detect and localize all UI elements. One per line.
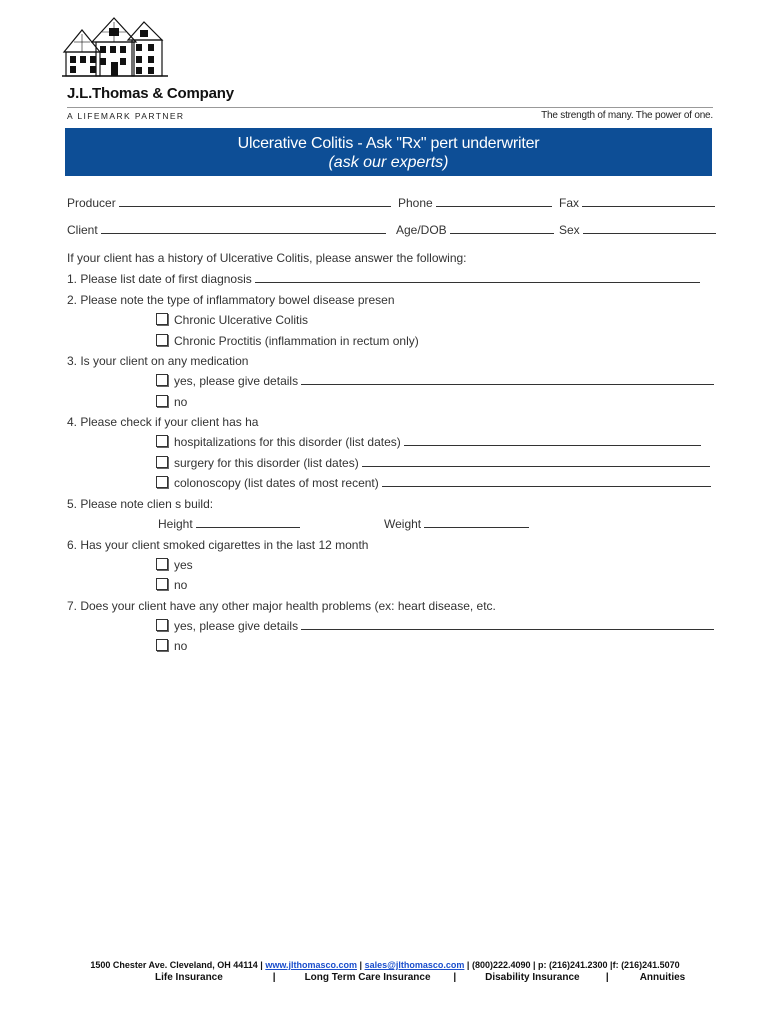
partner-label: A LIFEMARK PARTNER <box>67 111 185 121</box>
weight-label: Weight <box>384 517 422 531</box>
checkbox[interactable] <box>156 456 168 468</box>
checkbox[interactable] <box>156 313 168 325</box>
q2-option-2-label: Chronic Proctitis (inflammation in rectum only) <box>174 334 419 348</box>
footer-contact <box>0 960 770 970</box>
q4-option-2-label: surgery for this disorder (list dates) <box>174 456 359 470</box>
product-separator: | <box>453 972 457 983</box>
q7-option-no-label: no <box>174 639 188 653</box>
question-5: 5. Please note clien s build: <box>67 497 214 511</box>
weight-row <box>384 517 529 531</box>
question-1 <box>67 272 700 286</box>
question-1-label: 1. Please list date of first diagnosis <box>67 272 252 286</box>
colonoscopy-dates-field[interactable] <box>382 476 711 487</box>
q4-option-3-label: colonoscopy (list dates of most recent) <box>174 476 379 490</box>
q4-option-hospitalizations[interactable] <box>156 435 701 449</box>
age-dob-label: Age/DOB <box>396 223 447 237</box>
checkbox[interactable] <box>156 395 168 407</box>
weight-field[interactable] <box>424 517 529 528</box>
q6-option-no[interactable] <box>156 578 187 592</box>
title-banner <box>65 128 712 176</box>
q6-option-no-label: no <box>174 578 188 592</box>
product-long-term-care: Long Term Care Insurance <box>304 972 431 983</box>
footer-separator: | <box>359 960 363 970</box>
question-6: 6. Has your client smoked cigarettes in the last 12 month <box>67 538 369 552</box>
product-separator: | <box>272 972 276 983</box>
banner-title: Ulcerative Colitis - Ask "Rx" pert underwriter <box>237 135 540 152</box>
footer-phone-numbers: | (800)222.4090 | p: (216)241.2300 |f: (216)241.5070 <box>466 960 680 970</box>
client-label: Client <box>67 223 98 237</box>
sex-field[interactable] <box>583 223 716 234</box>
q7-option-yes-label: yes, please give details <box>174 619 299 633</box>
height-field[interactable] <box>196 517 300 528</box>
checkbox[interactable] <box>156 374 168 386</box>
q3-option-no[interactable] <box>156 395 187 409</box>
footer-products <box>155 972 685 983</box>
health-problems-details-field[interactable] <box>301 619 714 630</box>
phone-row <box>398 196 552 210</box>
height-label: Height <box>158 517 193 531</box>
website-link[interactable]: www.jlthomasco.com <box>265 960 358 970</box>
diagnosis-date-field[interactable] <box>255 272 700 283</box>
fax-row <box>559 196 715 210</box>
q6-option-yes-label: yes <box>174 558 193 572</box>
checkbox[interactable] <box>156 639 168 651</box>
footer-address: 1500 Chester Ave. Cleveland, OH 44114 | <box>90 960 263 970</box>
q7-option-yes[interactable] <box>156 619 714 633</box>
checkbox[interactable] <box>156 619 168 631</box>
height-row <box>158 517 300 531</box>
q4-option-1-label: hospitalizations for this disorder (list dates) <box>174 435 401 449</box>
q6-option-yes[interactable] <box>156 558 193 572</box>
phone-label: Phone <box>398 196 433 210</box>
medication-details-field[interactable] <box>301 374 714 385</box>
q2-option-proctitis[interactable] <box>156 334 419 348</box>
house-building-logo <box>62 12 170 78</box>
product-disability-insurance: Disability Insurance <box>485 972 580 983</box>
sex-row <box>559 223 716 237</box>
q4-option-colonoscopy[interactable] <box>156 476 711 490</box>
client-field[interactable] <box>101 223 386 234</box>
producer-label: Producer <box>67 196 116 210</box>
email-link[interactable]: sales@jlthomasco.com <box>364 960 465 970</box>
product-life-insurance: Life Insurance <box>155 972 223 983</box>
producer-field[interactable] <box>119 196 391 207</box>
age-dob-row <box>396 223 554 237</box>
question-7: 7. Does your client have any other major health problems (ex: heart disease, etc. <box>67 599 496 613</box>
question-3: 3. Is your client on any medication <box>67 354 249 368</box>
q3-option-yes[interactable] <box>156 374 714 388</box>
q7-option-no[interactable] <box>156 639 187 653</box>
header-divider <box>67 107 713 108</box>
q3-option-no-label: no <box>174 395 188 409</box>
hospitalization-dates-field[interactable] <box>404 435 701 446</box>
q2-option-1-label: Chronic Ulcerative Colitis <box>174 313 309 327</box>
checkbox[interactable] <box>156 435 168 447</box>
company-name: J.L.Thomas & Company <box>67 85 234 102</box>
surgery-dates-field[interactable] <box>362 456 710 467</box>
question-4: 4. Please check if your client has ha <box>67 415 259 429</box>
q3-option-yes-label: yes, please give details <box>174 374 299 388</box>
checkbox[interactable] <box>156 558 168 570</box>
q4-option-surgery[interactable] <box>156 456 710 470</box>
checkbox[interactable] <box>156 334 168 346</box>
banner-subtitle-text: (ask our experts) <box>328 154 449 171</box>
product-annuities: Annuities <box>639 972 686 983</box>
phone-field[interactable] <box>436 196 552 207</box>
fax-field[interactable] <box>582 196 715 207</box>
checkbox[interactable] <box>156 476 168 488</box>
question-2: 2. Please note the type of inflammatory bowel disease presen <box>67 293 395 307</box>
age-dob-field[interactable] <box>450 223 554 234</box>
tagline: The strength of many. The power of one. <box>541 110 713 121</box>
banner-subtitle <box>65 154 712 172</box>
intro-text: If your client has a history of Ulcerative Colitis, please answer the following: <box>67 251 467 265</box>
product-separator: | <box>605 972 609 983</box>
checkbox[interactable] <box>156 578 168 590</box>
sex-label: Sex <box>559 223 580 237</box>
producer-row <box>67 196 391 210</box>
fax-label: Fax <box>559 196 580 210</box>
client-row <box>67 223 386 237</box>
q2-option-ulcerative-colitis[interactable] <box>156 313 308 327</box>
